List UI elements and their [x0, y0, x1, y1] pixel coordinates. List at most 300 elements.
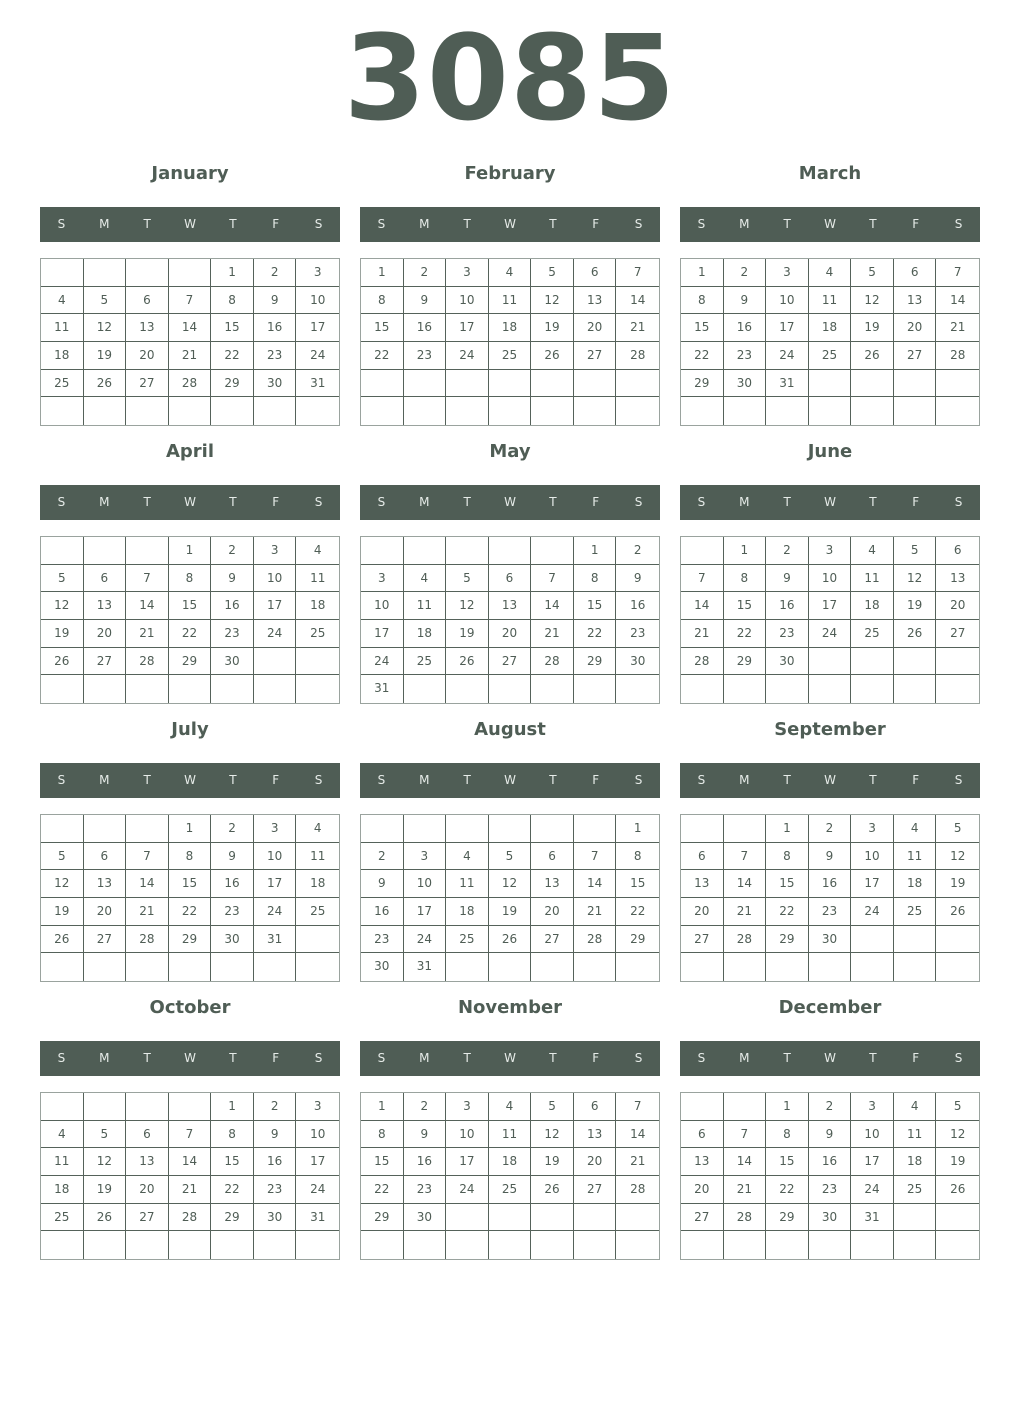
weekday-header — [360, 207, 660, 242]
weekday-header — [360, 763, 660, 798]
day-cell: 1 — [211, 259, 254, 287]
day-cell: 12 — [936, 843, 979, 871]
day-cell: 2 — [211, 815, 254, 843]
day-cell: 9 — [616, 565, 659, 593]
weekday-label: F — [592, 217, 600, 231]
day-cell: 22 — [169, 620, 212, 648]
day-cell: 10 — [296, 1121, 339, 1149]
day-cell: 16 — [404, 314, 447, 342]
day-cell: 8 — [211, 1121, 254, 1149]
day-cell: 8 — [169, 843, 212, 871]
day-cell: 25 — [296, 620, 339, 648]
day-cell: 12 — [531, 287, 574, 315]
day-cell: 28 — [681, 648, 724, 676]
day-cell: 15 — [681, 314, 724, 342]
day-cell: 28 — [616, 342, 659, 370]
day-cell: 19 — [894, 592, 937, 620]
day-cell: 22 — [681, 342, 724, 370]
weekday-label: F — [592, 1051, 600, 1065]
weekday-header — [40, 485, 340, 520]
day-cell: 24 — [361, 648, 404, 676]
weekday-label: M — [419, 495, 430, 509]
weekday-label: F — [272, 217, 280, 231]
day-cell: 23 — [361, 926, 404, 954]
weekday-label: T — [783, 495, 791, 509]
day-cell: 21 — [169, 342, 212, 370]
day-cell: 15 — [361, 1148, 404, 1176]
day-cell: 17 — [446, 1148, 489, 1176]
empty-cell — [681, 1093, 724, 1121]
day-cell: 22 — [211, 1176, 254, 1204]
empty-cell — [681, 397, 724, 425]
day-cell: 16 — [724, 314, 767, 342]
day-cell: 20 — [894, 314, 937, 342]
day-cell: 29 — [766, 1204, 809, 1232]
month-title: August — [474, 719, 546, 740]
day-cell: 29 — [766, 926, 809, 954]
day-cell: 1 — [361, 1093, 404, 1121]
empty-cell — [404, 815, 447, 843]
day-cell: 23 — [211, 620, 254, 648]
empty-cell — [41, 1231, 84, 1259]
weekday-label: S — [954, 1051, 963, 1065]
empty-cell — [851, 1231, 894, 1259]
empty-cell — [489, 815, 532, 843]
day-cell: 8 — [361, 287, 404, 315]
weekday-label: T — [463, 1051, 471, 1065]
day-cell: 7 — [531, 565, 574, 593]
empty-cell — [126, 815, 169, 843]
empty-cell — [616, 1204, 659, 1232]
day-cell: 24 — [296, 1176, 339, 1204]
empty-cell — [531, 537, 574, 565]
empty-cell — [211, 397, 254, 425]
day-cell: 23 — [766, 620, 809, 648]
day-cell: 17 — [851, 870, 894, 898]
day-cell: 18 — [809, 314, 852, 342]
day-cell: 20 — [681, 898, 724, 926]
weekday-label: T — [229, 495, 237, 509]
empty-cell — [361, 397, 404, 425]
day-cell: 30 — [809, 1204, 852, 1232]
weekday-label: T — [463, 495, 471, 509]
day-cell: 18 — [41, 1176, 84, 1204]
day-cell: 25 — [41, 1204, 84, 1232]
weekday-label: S — [57, 773, 66, 787]
day-cell: 7 — [169, 287, 212, 315]
day-cell: 1 — [169, 537, 212, 565]
weekday-label: S — [634, 495, 643, 509]
empty-cell — [809, 397, 852, 425]
day-cell: 25 — [404, 648, 447, 676]
day-cell: 3 — [296, 1093, 339, 1121]
empty-cell — [851, 648, 894, 676]
empty-cell — [41, 537, 84, 565]
day-cell: 9 — [211, 843, 254, 871]
day-cell: 28 — [724, 1204, 767, 1232]
day-cell: 27 — [681, 926, 724, 954]
empty-cell — [84, 397, 127, 425]
day-cell: 16 — [361, 898, 404, 926]
day-cell: 18 — [446, 898, 489, 926]
day-cell: 27 — [574, 342, 617, 370]
day-cell: 20 — [126, 1176, 169, 1204]
day-cell: 24 — [851, 1176, 894, 1204]
day-cell: 27 — [681, 1204, 724, 1232]
weekday-label: S — [314, 773, 323, 787]
weekday-label: F — [592, 495, 600, 509]
day-cell: 19 — [489, 898, 532, 926]
weekday-label: T — [463, 217, 471, 231]
day-cell: 14 — [169, 1148, 212, 1176]
day-cell: 1 — [211, 1093, 254, 1121]
month-title: December — [778, 997, 882, 1018]
empty-cell — [211, 675, 254, 703]
day-cell: 10 — [851, 843, 894, 871]
weekday-label: T — [783, 217, 791, 231]
day-cell: 13 — [574, 287, 617, 315]
day-cell: 14 — [616, 1121, 659, 1149]
day-cell: 11 — [296, 565, 339, 593]
day-grid — [40, 814, 340, 982]
day-cell: 13 — [531, 870, 574, 898]
day-cell: 6 — [574, 259, 617, 287]
day-cell: 25 — [489, 1176, 532, 1204]
empty-cell — [531, 815, 574, 843]
day-cell: 27 — [126, 1204, 169, 1232]
empty-cell — [41, 675, 84, 703]
day-cell: 4 — [296, 537, 339, 565]
day-cell: 6 — [894, 259, 937, 287]
day-cell: 22 — [574, 620, 617, 648]
empty-cell — [84, 1093, 127, 1121]
weekday-label: T — [783, 773, 791, 787]
day-cell: 16 — [254, 1148, 297, 1176]
day-cell: 26 — [41, 926, 84, 954]
day-cell: 26 — [41, 648, 84, 676]
empty-cell — [126, 537, 169, 565]
day-cell: 28 — [169, 1204, 212, 1232]
empty-cell — [724, 1231, 767, 1259]
day-cell: 9 — [404, 1121, 447, 1149]
month-title: March — [798, 163, 862, 184]
day-cell: 16 — [809, 1148, 852, 1176]
weekday-label: T — [869, 773, 877, 787]
empty-cell — [574, 675, 617, 703]
day-cell: 15 — [169, 870, 212, 898]
day-cell: 7 — [169, 1121, 212, 1149]
day-cell: 20 — [574, 314, 617, 342]
day-cell: 11 — [894, 843, 937, 871]
day-cell: 1 — [766, 1093, 809, 1121]
day-cell: 19 — [936, 1148, 979, 1176]
day-cell: 12 — [41, 592, 84, 620]
day-cell: 26 — [531, 342, 574, 370]
day-cell: 10 — [446, 1121, 489, 1149]
day-cell: 3 — [446, 1093, 489, 1121]
weekday-label: T — [869, 1051, 877, 1065]
day-cell: 4 — [894, 815, 937, 843]
month-title: September — [774, 719, 886, 740]
day-cell: 2 — [361, 843, 404, 871]
day-cell: 13 — [84, 592, 127, 620]
empty-cell — [41, 259, 84, 287]
day-cell: 13 — [681, 870, 724, 898]
day-cell: 2 — [724, 259, 767, 287]
weekday-label: S — [634, 217, 643, 231]
day-cell: 4 — [489, 1093, 532, 1121]
empty-cell — [489, 397, 532, 425]
day-grid — [40, 1092, 340, 1260]
empty-cell — [936, 370, 979, 398]
empty-cell — [41, 953, 84, 981]
weekday-label: S — [57, 495, 66, 509]
empty-cell — [446, 1231, 489, 1259]
day-cell: 24 — [446, 1176, 489, 1204]
day-cell: 11 — [489, 1121, 532, 1149]
empty-cell — [489, 537, 532, 565]
day-cell: 12 — [851, 287, 894, 315]
day-cell: 13 — [681, 1148, 724, 1176]
empty-cell — [894, 648, 937, 676]
day-cell: 4 — [446, 843, 489, 871]
day-cell: 25 — [894, 898, 937, 926]
day-cell: 18 — [894, 870, 937, 898]
empty-cell — [936, 675, 979, 703]
day-cell: 1 — [681, 259, 724, 287]
day-cell: 5 — [41, 565, 84, 593]
day-cell: 29 — [169, 648, 212, 676]
day-cell: 28 — [616, 1176, 659, 1204]
day-cell: 28 — [126, 926, 169, 954]
weekday-label: S — [314, 495, 323, 509]
weekday-label: T — [463, 773, 471, 787]
empty-cell — [616, 953, 659, 981]
day-cell: 9 — [724, 287, 767, 315]
empty-cell — [894, 370, 937, 398]
day-cell: 14 — [681, 592, 724, 620]
day-cell: 25 — [489, 342, 532, 370]
weekday-label: S — [377, 217, 386, 231]
day-cell: 21 — [724, 1176, 767, 1204]
day-cell: 28 — [126, 648, 169, 676]
day-cell: 21 — [681, 620, 724, 648]
empty-cell — [446, 675, 489, 703]
weekday-label: F — [272, 773, 280, 787]
day-cell: 23 — [404, 1176, 447, 1204]
weekday-label: M — [739, 217, 750, 231]
day-cell: 17 — [254, 870, 297, 898]
day-cell: 3 — [766, 259, 809, 287]
empty-cell — [489, 675, 532, 703]
weekday-label: T — [143, 1051, 151, 1065]
weekday-label: F — [272, 1051, 280, 1065]
empty-cell — [169, 259, 212, 287]
empty-cell — [681, 537, 724, 565]
day-grid — [40, 258, 340, 426]
day-cell: 21 — [169, 1176, 212, 1204]
day-cell: 13 — [894, 287, 937, 315]
empty-cell — [404, 537, 447, 565]
day-cell: 20 — [84, 620, 127, 648]
empty-cell — [361, 1231, 404, 1259]
day-cell: 12 — [531, 1121, 574, 1149]
day-cell: 5 — [41, 843, 84, 871]
weekday-label: S — [377, 495, 386, 509]
empty-cell — [296, 648, 339, 676]
day-cell: 6 — [574, 1093, 617, 1121]
day-cell: 30 — [211, 648, 254, 676]
day-cell: 10 — [361, 592, 404, 620]
weekday-label: F — [592, 773, 600, 787]
weekday-label: S — [697, 495, 706, 509]
day-cell: 6 — [126, 287, 169, 315]
empty-cell — [724, 953, 767, 981]
day-cell: 20 — [84, 898, 127, 926]
day-cell: 8 — [616, 843, 659, 871]
day-cell: 10 — [446, 287, 489, 315]
weekday-label: T — [143, 773, 151, 787]
weekday-label: T — [549, 1051, 557, 1065]
day-cell: 21 — [936, 314, 979, 342]
day-cell: 28 — [724, 926, 767, 954]
day-cell: 26 — [446, 648, 489, 676]
weekday-label: S — [377, 773, 386, 787]
empty-cell — [296, 953, 339, 981]
day-cell: 1 — [616, 815, 659, 843]
weekday-label: F — [912, 217, 920, 231]
day-cell: 6 — [84, 565, 127, 593]
empty-cell — [894, 675, 937, 703]
day-cell: 12 — [41, 870, 84, 898]
empty-cell — [936, 1231, 979, 1259]
day-cell: 22 — [361, 1176, 404, 1204]
day-cell: 29 — [616, 926, 659, 954]
empty-cell — [724, 675, 767, 703]
empty-cell — [681, 1231, 724, 1259]
day-cell: 15 — [724, 592, 767, 620]
day-cell: 26 — [84, 370, 127, 398]
day-cell: 22 — [361, 342, 404, 370]
empty-cell — [574, 370, 617, 398]
day-cell: 31 — [766, 370, 809, 398]
weekday-label: M — [419, 1051, 430, 1065]
day-cell: 7 — [724, 1121, 767, 1149]
day-grid — [360, 258, 660, 426]
day-cell: 7 — [574, 843, 617, 871]
weekday-label: T — [783, 1051, 791, 1065]
day-cell: 4 — [41, 287, 84, 315]
day-cell: 24 — [851, 898, 894, 926]
day-cell: 17 — [766, 314, 809, 342]
day-cell: 16 — [211, 592, 254, 620]
day-cell: 27 — [936, 620, 979, 648]
day-cell: 8 — [766, 843, 809, 871]
empty-cell — [851, 953, 894, 981]
day-cell: 15 — [169, 592, 212, 620]
empty-cell — [169, 397, 212, 425]
empty-cell — [84, 537, 127, 565]
empty-cell — [936, 953, 979, 981]
empty-cell — [254, 397, 297, 425]
empty-cell — [851, 397, 894, 425]
empty-cell — [936, 397, 979, 425]
empty-cell — [894, 1231, 937, 1259]
day-cell: 10 — [766, 287, 809, 315]
weekday-label: T — [869, 495, 877, 509]
day-cell: 21 — [616, 314, 659, 342]
day-cell: 27 — [84, 926, 127, 954]
day-cell: 17 — [296, 1148, 339, 1176]
day-cell: 14 — [724, 1148, 767, 1176]
day-cell: 28 — [574, 926, 617, 954]
day-cell: 26 — [531, 1176, 574, 1204]
empty-cell — [616, 397, 659, 425]
day-cell: 12 — [489, 870, 532, 898]
day-cell: 23 — [809, 1176, 852, 1204]
day-cell: 7 — [126, 565, 169, 593]
day-cell: 11 — [446, 870, 489, 898]
day-cell: 11 — [489, 287, 532, 315]
day-cell: 19 — [936, 870, 979, 898]
empty-cell — [574, 1204, 617, 1232]
empty-cell — [574, 815, 617, 843]
weekday-header — [360, 485, 660, 520]
empty-cell — [296, 1231, 339, 1259]
day-cell: 23 — [616, 620, 659, 648]
empty-cell — [84, 1231, 127, 1259]
weekday-header — [680, 1041, 980, 1076]
day-cell: 26 — [84, 1204, 127, 1232]
empty-cell — [531, 1231, 574, 1259]
day-cell: 16 — [404, 1148, 447, 1176]
day-cell: 26 — [894, 620, 937, 648]
day-cell: 28 — [936, 342, 979, 370]
day-cell: 24 — [254, 620, 297, 648]
day-cell: 25 — [296, 898, 339, 926]
day-cell: 27 — [84, 648, 127, 676]
day-cell: 15 — [211, 314, 254, 342]
day-cell: 8 — [574, 565, 617, 593]
day-cell: 16 — [211, 870, 254, 898]
day-cell: 3 — [851, 1093, 894, 1121]
day-cell: 27 — [574, 1176, 617, 1204]
empty-cell — [766, 953, 809, 981]
day-cell: 25 — [851, 620, 894, 648]
day-cell: 10 — [404, 870, 447, 898]
day-cell: 3 — [446, 259, 489, 287]
empty-cell — [211, 1231, 254, 1259]
day-cell: 6 — [126, 1121, 169, 1149]
day-grid — [680, 814, 980, 982]
weekday-label: M — [99, 217, 110, 231]
day-cell: 24 — [766, 342, 809, 370]
empty-cell — [404, 397, 447, 425]
empty-cell — [851, 370, 894, 398]
day-cell: 29 — [361, 1204, 404, 1232]
day-cell: 18 — [894, 1148, 937, 1176]
empty-cell — [531, 953, 574, 981]
day-cell: 27 — [489, 648, 532, 676]
day-cell: 1 — [766, 815, 809, 843]
day-cell: 11 — [809, 287, 852, 315]
day-cell: 31 — [851, 1204, 894, 1232]
day-cell: 2 — [404, 259, 447, 287]
day-grid — [360, 814, 660, 982]
weekday-label: F — [912, 773, 920, 787]
empty-cell — [211, 953, 254, 981]
day-cell: 7 — [936, 259, 979, 287]
